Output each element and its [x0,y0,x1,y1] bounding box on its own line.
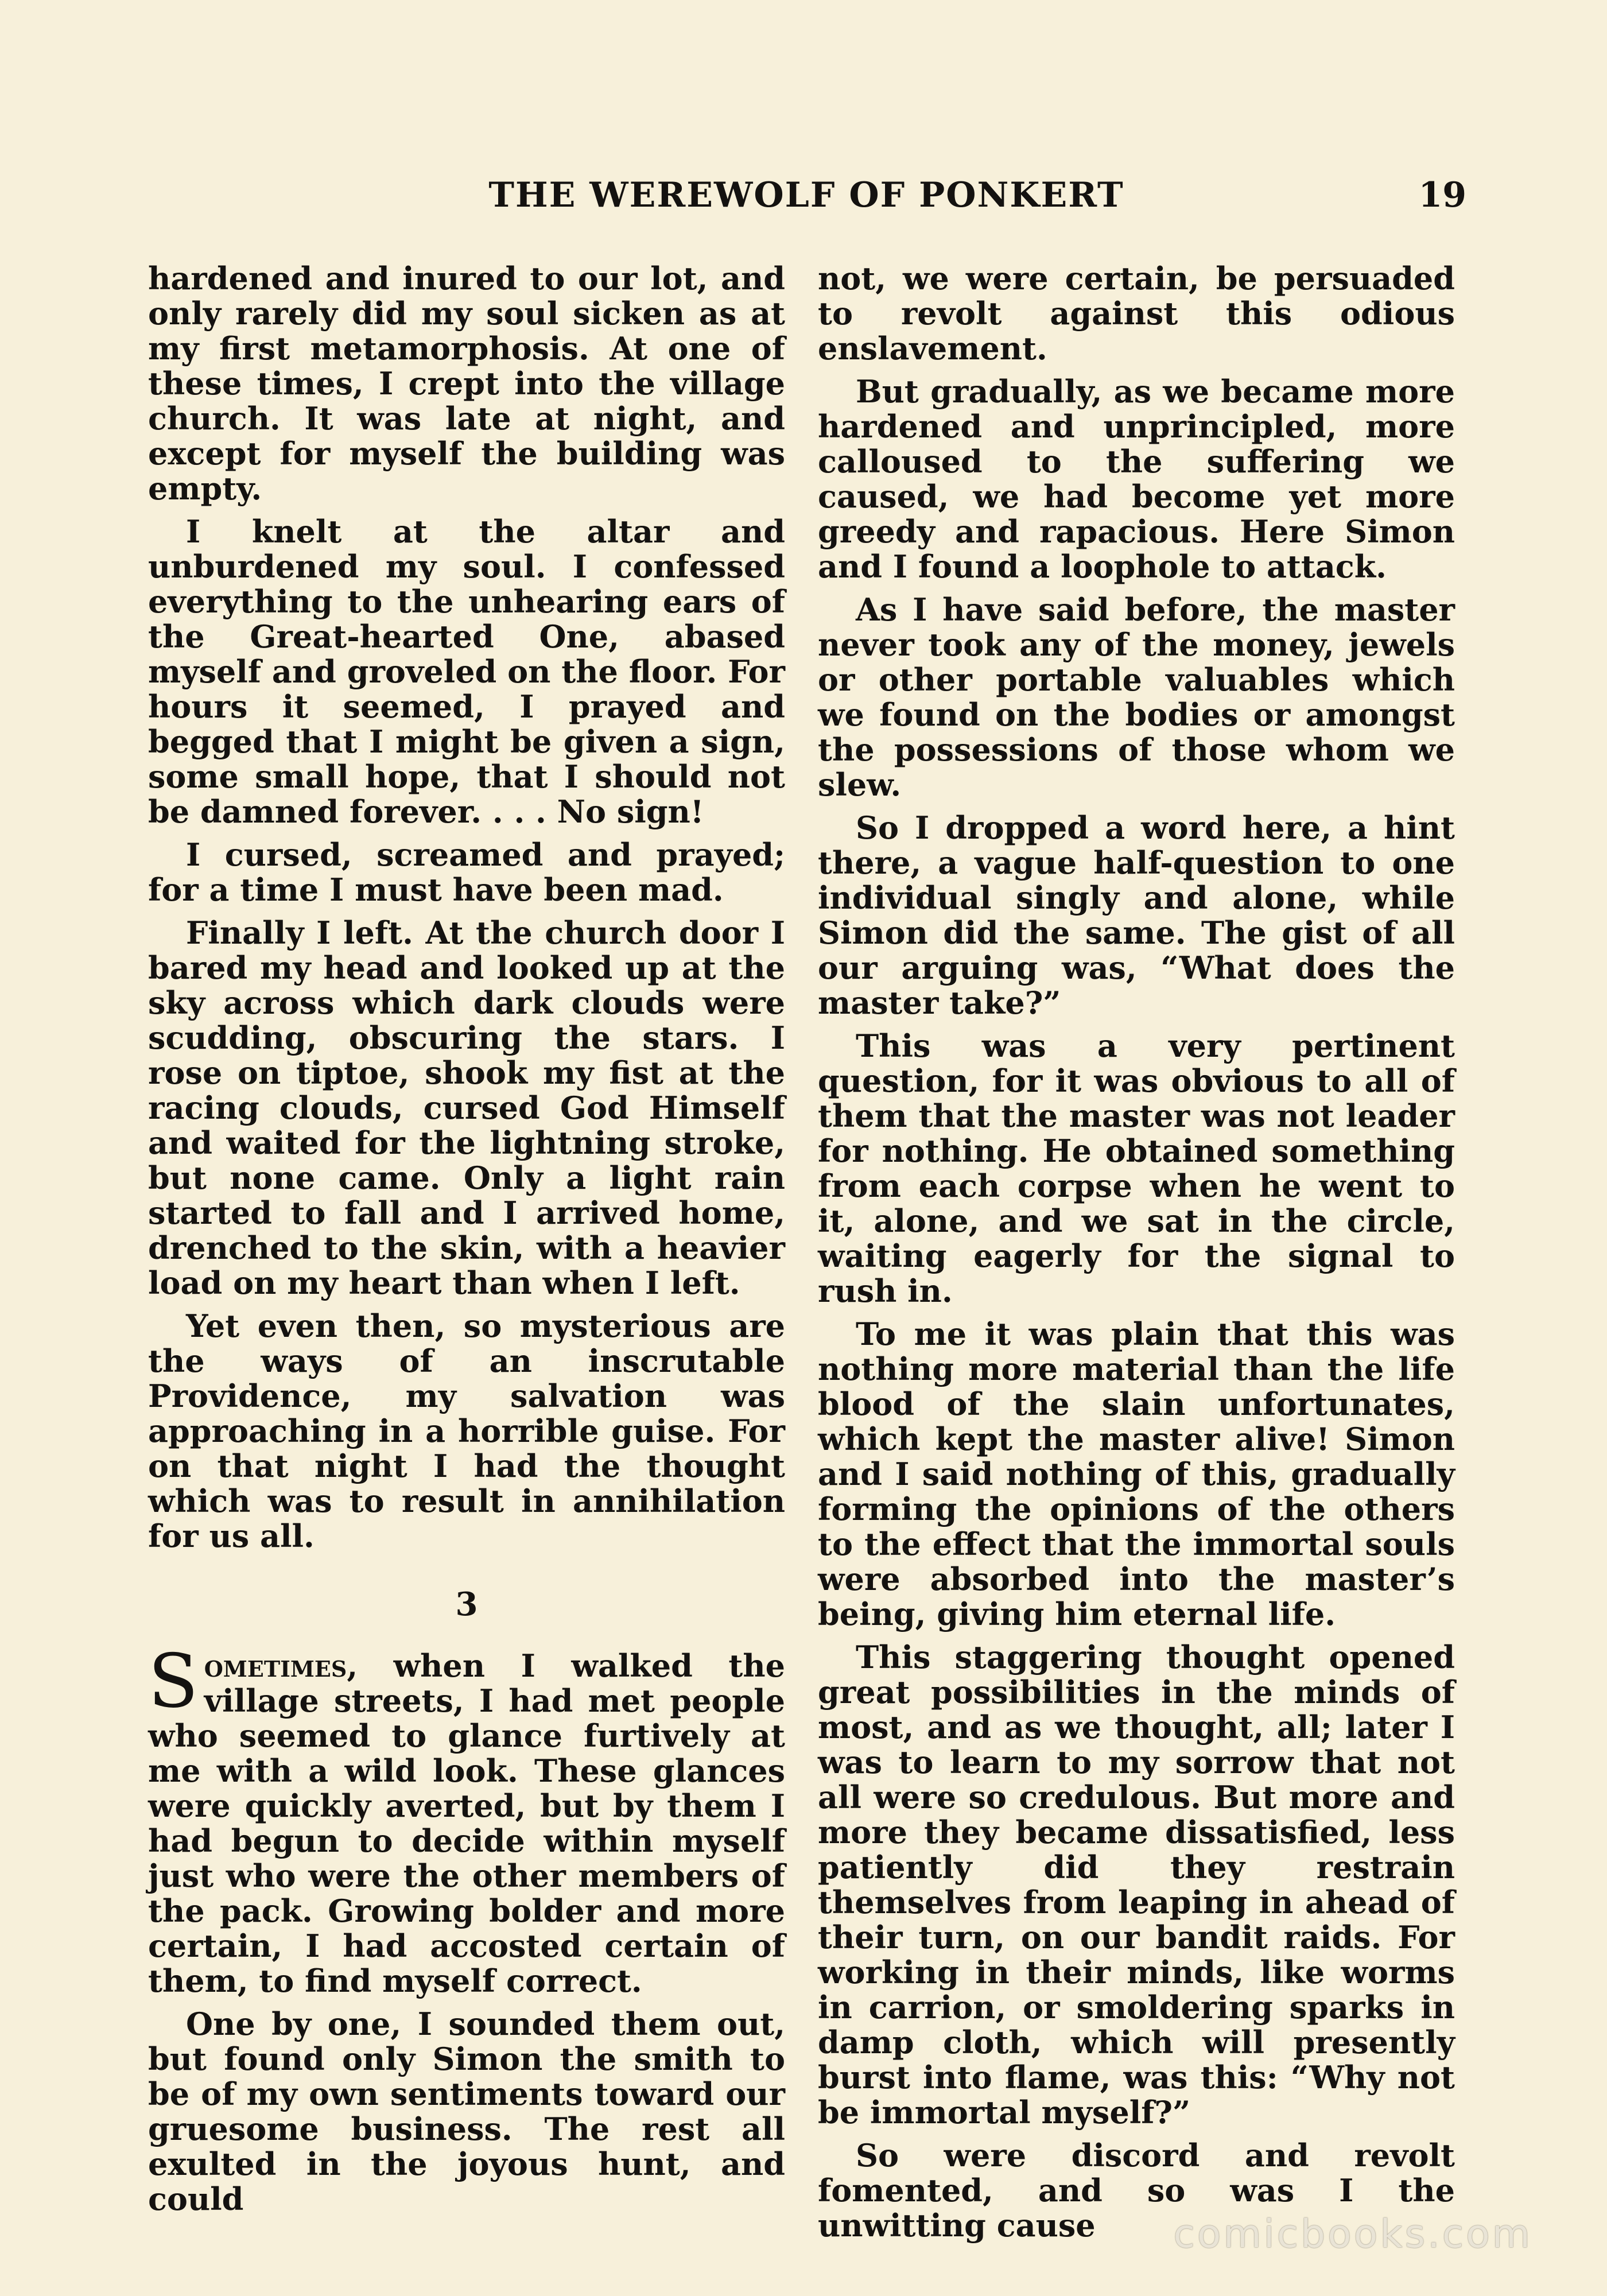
drop-cap: S [148,1639,199,1724]
paragraph: This staggering thought opened great possibilities in the minds of most, and as we thought, all; later I was to learn to my sorrow that not all were so credulous. But more and more they became dissatisfied, less patiently did they restrain themselves from leaping in ahead of their turn, on our bandit raids. For working in their minds, like worms in carrion, or smoldering sparks in damp cloth, which will presently burst into flame, was this: “Why not be immortal myself?” [818,1639,1455,2131]
paragraph: I cursed, screamed and prayed; for a time I must have been mad. [148,836,785,908]
paragraph: hardened and inured to our lot, and only rarely did my soul sicken as at my first metamorphosis. At one of these times, I crept into the village church. It was late at night, and except for myself the building was empty. [148,260,785,507]
paragraph: not, we were certain, be persuaded to revolt against this odious enslavement. [818,260,1455,367]
paragraph: As I have said before, the master never took any of the money, jewels or other portable valuables which we found on the bodies or amongst the possessions of those whom we slew. [818,591,1455,803]
paragraph: One by one, I sounded them out, but found only Simon the smith to be of my own sentiments toward our gruesome business. The rest all exulted in the joyous hunt, and could [148,2006,785,2217]
right-column [818,261,1455,2243]
section-opening-paragraph [148,1639,785,1999]
paragraph: But gradually, as we became more hardened and unprincipled, more calloused to the suffering we caused, we had become yet more greedy and rapacious. Here Simon and I found a loophole to attack. [818,373,1455,585]
paragraph: So were discord and revolt fomented, and so was I the unwitting cause [818,2137,1455,2244]
paragraph-text: when I walked the village streets, I had met people who seemed to glance furtively at me with a wild look. These glances were quickly averted, but by them I had begun to decide within myself just who were the other members of the pack. Growing bolder and more certain, I had accosted certain of them, to find myself correct. [148,1647,785,1999]
paragraph: I knelt at the altar and unburdened my soul. I confessed everything to the unhearing ears of the Great-hearted One, abased myself and groveled on the floor. For hours it seemed, I prayed and begged that I might be given a sign, some small hope, that I should not be damned forever. . . . No sign! [148,513,785,830]
paragraph: This was a very pertinent question, for it was obvious to all of them that the master was not leader for nothing. He obtained something from each corpse when he went to it, alone, and we sat in the circle, waiting eagerly for the signal to rush in. [818,1027,1455,1309]
small-caps-lead: ometimes, [204,1647,358,1684]
paragraph: Finally I left. At the church door I bared my head and looked up at the sky across which dark clouds were scudding, obscuring the stars. I rose on tiptoe, shook my fist at the racing clouds, cursed God Himself and waited for the lightning stroke, but none came. Only a light rain started to fall and I arrived home, drenched to the skin, with a heavier load on my heart than when I left. [148,914,785,1301]
section-number: 3 [455,1585,478,1623]
paragraph: To me it was plain that this was nothing more material than the life blood of the slain unfortunates, which kept the master alive! Simon and I said nothing of this, gradually forming the opinions of the others to the effect that the immortal souls were absorbed into the master’s being, giving him eternal life. [818,1316,1455,1632]
site-watermark: comicbooks.com [1173,2212,1532,2257]
left-column [148,261,785,2217]
paragraph: Yet even then, so mysterious are the ways of an inscrutable Providence, my salvation was approaching in a horrible guise. For on that night I had the thought which was to result in annihilation for us all. [148,1308,785,1554]
running-title: THE WEREWOLF OF PONKERT [488,175,1124,215]
paragraph: So I dropped a word here, a hint there, a vague half-question to one individual singly and alone, while Simon did the same. The gist of all our arguing was, “What does the master take?” [818,809,1455,1021]
page-number: 19 [1418,175,1466,215]
page-header [146,175,1466,227]
